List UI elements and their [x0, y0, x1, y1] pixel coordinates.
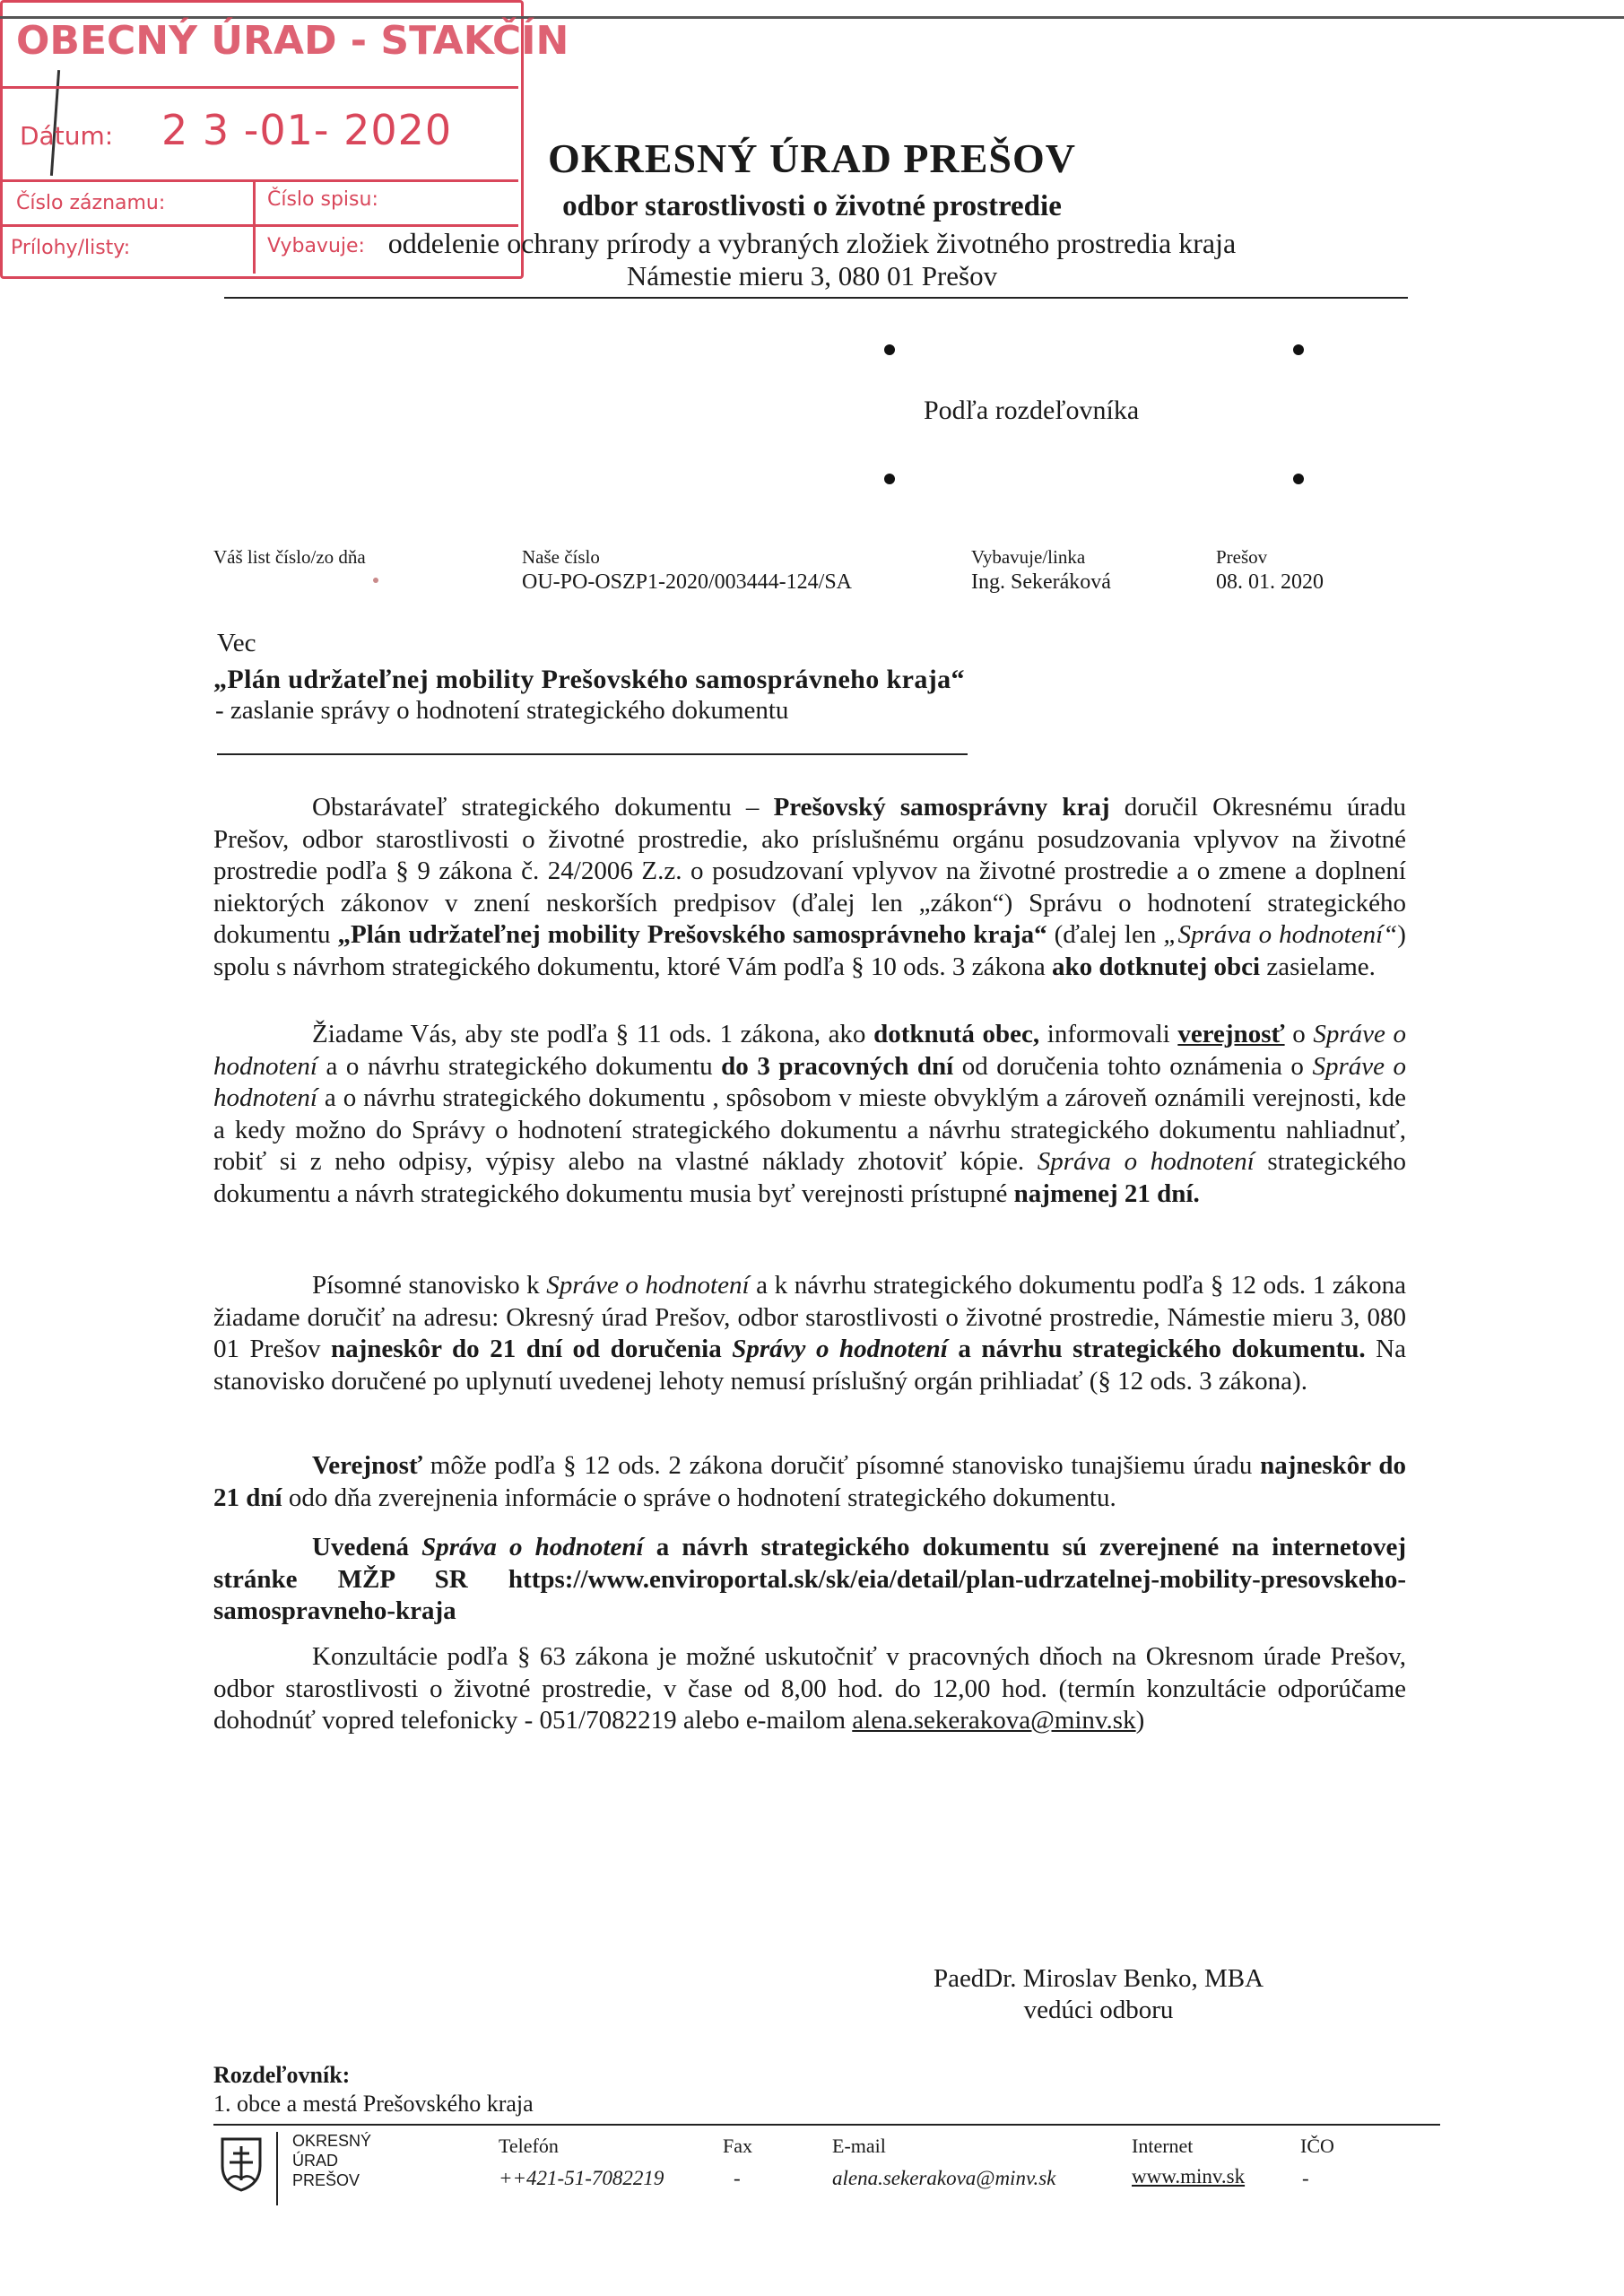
office-title: OKRESNÝ ÚRAD PREŠOV — [548, 135, 1076, 181]
stamp-date-value: 2 3 -01- 2020 — [161, 106, 453, 154]
department-title: odbor starostlivosti o životné prostredie — [562, 190, 1062, 222]
window-corner-dot — [1293, 474, 1304, 484]
footer-rule — [213, 2124, 1440, 2126]
stamp-handler-label: Vybavuje: — [267, 235, 365, 257]
subject-label: Vec — [217, 629, 256, 657]
paragraph-5: Uvedená Správa o hodnotení a návrh strategického dokumentu sú zverejnené na internetovej stránke MŽP SR https://www.enviroportal.sk/sk/eia/detail/plan-udrzatelnej-mobility-presovskeho-samospravneho-kraja — [213, 1533, 1406, 1625]
logo-divider — [276, 2132, 278, 2205]
stamp-divider — [0, 179, 518, 182]
office-address: Námestie mieru 3, 080 01 Prešov — [626, 260, 998, 291]
email-link[interactable]: alena.sekerakova@minv.sk — [852, 1706, 1136, 1735]
stamp-date-label: Dátum: — [20, 121, 114, 151]
section-title: oddelenie ochrany prírody a vybraných zložiek životného prostredia kraja — [387, 227, 1237, 259]
stamp-record-label: Číslo záznamu: — [16, 192, 166, 214]
our-number-label: Naše číslo — [522, 546, 600, 568]
header-rule — [224, 297, 1408, 299]
logo-text-3: PREŠOV — [292, 2171, 360, 2189]
subject-subtitle: - zaslanie správy o hodnotení strategického dokumentu — [215, 696, 789, 725]
internet-label: Internet — [1132, 2135, 1194, 2157]
email-value[interactable]: alena.sekerakova@minv.sk — [832, 2167, 1056, 2189]
faint-mark — [373, 578, 378, 583]
phone-value: ++421-51-7082219 — [499, 2167, 664, 2189]
paragraph-4: Verejnosť môže podľa § 12 ods. 2 zákona doručiť písomné stanovisko tunajšiemu úradu najneskôr do 21 dní odo dňa zverejnenia informácie o správe o hodnotení strategického dokumentu. — [213, 1451, 1406, 1512]
stamp-title: OBECNÝ ÚRAD - STAKČÍN — [16, 18, 569, 64]
paragraph-6: Konzultácie podľa § 63 zákona je možné uskutočniť v pracovných dňoch na Okresnom úrade Prešov, odbor starostlivosti o životné prostredie, v čase od 8,00 hod. do 12,00 hod. (termín konzultácie odporúčame dohodnúť vopred telefonicky - 051/7082219 alebo e-mailom alena.sekerakova@minv.sk) — [213, 1642, 1406, 1735]
fax-label: Fax — [723, 2135, 752, 2157]
stamp-divider — [0, 224, 518, 227]
email-label: E-mail — [832, 2135, 886, 2157]
stamp-attachments-label: Prílohy/listy: — [11, 237, 131, 259]
window-corner-dot — [1293, 344, 1304, 355]
paragraph-1: Obstarávateľ strategického dokumentu – Prešovský samosprávny kraj doručil Okresnému úradu Prešov, odbor starostlivosti o životné prostredie, ako príslušnému orgánu posudzovania vplyvov na životné prostredie podľa § 9 zákona č. 24/2006 Z.z. o posudzovaní vplyvov na životné prostredie a o zmene a doplnení niektorých zákonov v znení neskorších predpisov (ďalej len „zákon“) Správu o hodnotení strategického dokumentu „Plán udržateľnej mobility Prešovského samosprávneho kraja“ (ďalej len „Správa o hodnotení“) spolu s návrhom strategického dokumentu, ktoré Vám podľa § 10 ods. 3 zákona ako dotknutej obci zasielame. — [213, 793, 1406, 981]
stamp-divider — [0, 86, 518, 89]
distribution-label: Rozdeľovník: — [213, 2062, 351, 2088]
window-corner-dot — [884, 344, 895, 355]
ico-label: IČO — [1300, 2135, 1334, 2157]
phone-label: Telefón — [499, 2135, 559, 2157]
recipient-text: Podľa rozdeľovníka — [924, 396, 1140, 425]
ico-value: - — [1302, 2167, 1309, 2189]
distribution-item: 1. obce a mestá Prešovského kraja — [213, 2091, 534, 2117]
fax-value: - — [734, 2167, 741, 2189]
paragraph-2: Žiadame Vás, aby ste podľa § 11 ods. 1 zákona, ako dotknutá obec, informovali verejnosť o Správe o hodnotení a o návrhu strategického dokumentu do 3 pracovných dní od doručenia tohto oznámenia o Správe o hodnotení a o návrhu strategického dokumentu , spôsobom v mieste obvyklým a zároveň oznámili verejnosti, kde a kedy možno do Správy o hodnotení strategického dokumentu a návrhu strategického dokumentu nahliadnuť, robiť si z neho odpisy, výpisy alebo na vlastné náklady zhotoviť kópie. Správa o hodnotení strategického dokumentu a návrh strategického dokumentu musia byť verejnosti prístupné najmenej 21 dní. — [213, 1020, 1406, 1208]
paragraph-3: Písomné stanovisko k Správe o hodnotení a k návrhu strategického dokumentu podľa § 12 ods. 1 zákona žiadame doručiť na adresu: Okresný úrad Prešov, odbor starostlivosti o životné prostredie, Námestie mieru 3, 080 01 Prešov najneskôr do 21 dní od doručenia Správy o hodnotení a návrhu strategického dokumentu. Na stanovisko doručené po uplynutí uvedenej lehoty nemusí príslušný orgán prihliadať (§ 12 ods. 3 zákona). — [213, 1271, 1406, 1396]
handler-label: Vybavuje/linka — [971, 546, 1086, 568]
subject-title: „Plán udržateľnej mobility Prešovského samosprávneho kraja“ — [213, 665, 965, 694]
logo-text-2: ÚRAD — [292, 2152, 339, 2170]
place-label: Prešov — [1216, 546, 1268, 568]
handler-value: Ing. Sekeráková — [971, 570, 1111, 594]
your-letter-label: Váš list číslo/zo dňa — [213, 546, 366, 568]
signature-role: vedúci odboru — [1023, 1996, 1174, 2024]
signature-name: PaedDr. Miroslav Benko, MBA — [933, 1964, 1264, 1993]
subject-rule — [217, 753, 968, 755]
website-link[interactable]: www.minv.sk — [1132, 2165, 1246, 2187]
coat-of-arms-icon — [219, 2135, 264, 2193]
letter-date: 08. 01. 2020 — [1216, 570, 1324, 594]
logo-text-1: OKRESNÝ — [292, 2132, 372, 2150]
our-number-value: OU-PO-OSZP1-2020/003444-124/SA — [522, 570, 853, 594]
window-corner-dot — [884, 474, 895, 484]
stamp-file-label: Číslo spisu: — [267, 188, 378, 211]
